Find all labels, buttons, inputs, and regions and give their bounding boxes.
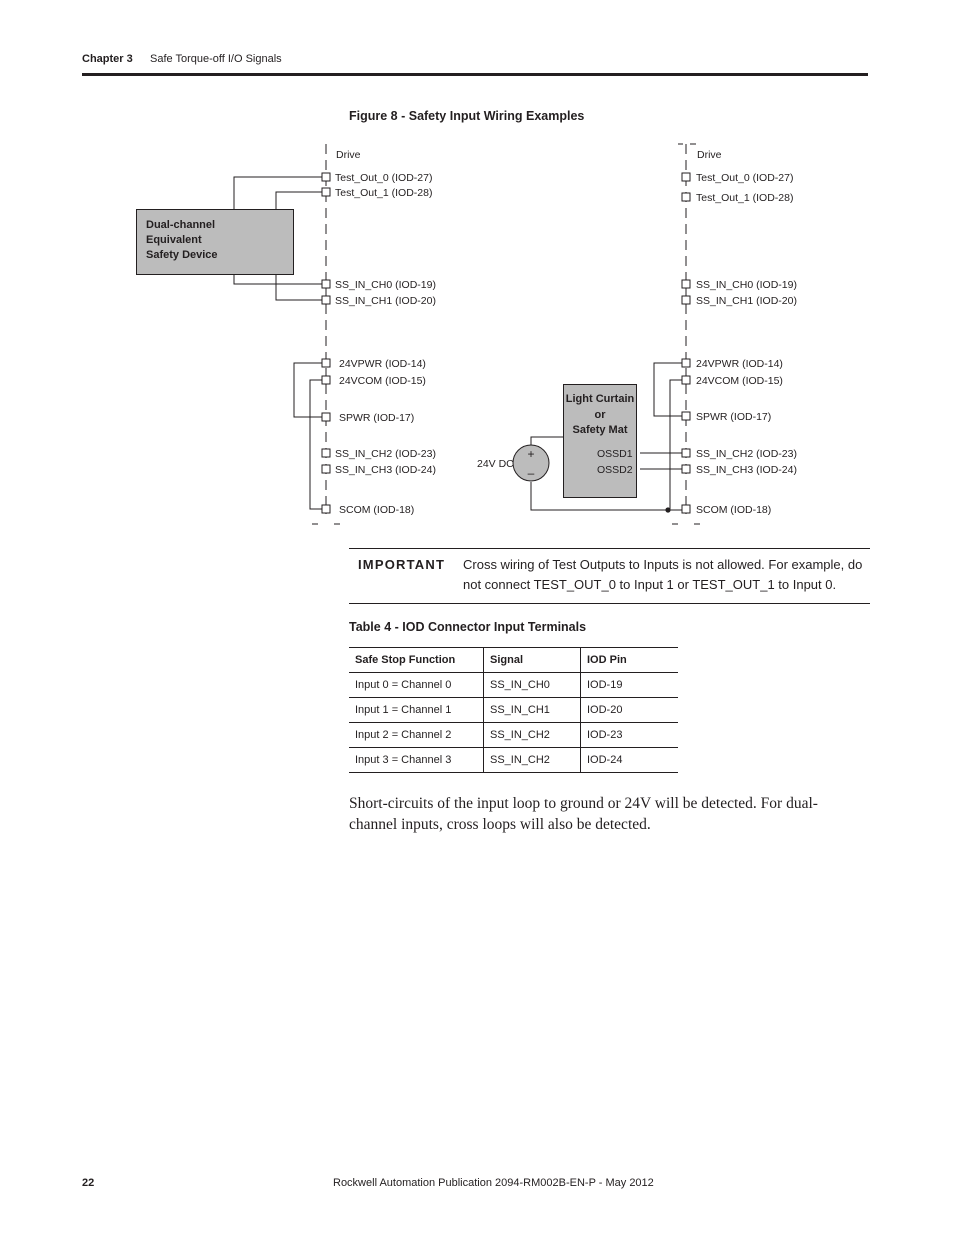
right-terminal-label: SS_IN_CH1 (IOD-20) — [696, 295, 797, 307]
right-terminal-icon — [682, 296, 690, 304]
figure-title: Figure 8 - Safety Input Wiring Examples — [349, 109, 585, 123]
device-label-line: Light Curtain — [565, 393, 635, 405]
left-terminal-icon — [322, 173, 330, 181]
right-wire-24vcom-scom — [670, 380, 682, 509]
important-label: IMPORTANT — [358, 557, 446, 572]
left-terminal-icon — [322, 359, 330, 367]
table-row — [349, 748, 678, 773]
left-terminal-icon — [322, 413, 330, 421]
drive-label: Drive — [336, 149, 361, 161]
table-row — [349, 698, 678, 723]
left-terminal-icon — [322, 296, 330, 304]
table-cell: SS_IN_CH1 — [484, 698, 581, 723]
table-row — [349, 673, 678, 698]
device-label-line: Safety Mat — [572, 424, 628, 436]
right-terminal-icon — [682, 412, 690, 420]
left-terminal-label: 24VCOM (IOD-15) — [339, 375, 426, 387]
right-terminal-icon — [682, 465, 690, 473]
right-terminal-icon — [682, 280, 690, 288]
right-terminal-label: SCOM (IOD-18) — [696, 504, 772, 516]
left-terminal-label: SS_IN_CH2 (IOD-23) — [335, 448, 436, 460]
left-wire-24vcom-scom — [310, 380, 322, 509]
left-terminal-label: SCOM (IOD-18) — [339, 504, 415, 516]
right-terminal-icon — [682, 173, 690, 181]
table-header: IOD Pin — [581, 648, 679, 673]
device-label-line: Safety Device — [146, 249, 218, 261]
table-cell: SS_IN_CH2 — [484, 723, 581, 748]
iod-terminal-table — [349, 647, 678, 773]
page-number: 22 — [82, 1177, 95, 1189]
chapter-title: Safe Torque-off I/O Signals — [150, 53, 282, 65]
table-title: Table 4 - IOD Connector Input Terminals — [349, 620, 587, 634]
body-paragraph: Short-circuits of the input loop to ground or 24V will be detected. For dual-channel inputs, cross loops will also be detected. — [349, 795, 818, 833]
supply-plus: + — [527, 447, 535, 461]
left-terminal-label: SS_IN_CH0 (IOD-19) — [335, 279, 436, 291]
left-terminal-label: SPWR (IOD-17) — [339, 412, 415, 424]
table-cell: SS_IN_CH2 — [484, 748, 581, 773]
right-wire-supply-plus — [531, 437, 563, 445]
table-cell: Input 2 = Channel 2 — [349, 723, 484, 748]
right-terminal-icon — [682, 376, 690, 384]
right-terminal-label: 24VPWR (IOD-14) — [696, 358, 783, 370]
table-cell: IOD-23 — [581, 723, 679, 748]
right-terminal-icon — [682, 193, 690, 201]
left-terminal-icon — [322, 280, 330, 288]
table-header: Safe Stop Function — [349, 648, 484, 673]
right-terminal-label: SS_IN_CH0 (IOD-19) — [696, 279, 797, 291]
table-header-row — [349, 648, 678, 673]
supply-minus: – — [527, 466, 535, 480]
publication-info: Rockwell Automation Publication 2094-RM002B-EN-P - May 2012 — [333, 1177, 654, 1189]
left-terminal-icon — [322, 188, 330, 196]
table-cell: Input 3 = Channel 3 — [349, 748, 484, 773]
right-terminal-label: SS_IN_CH3 (IOD-24) — [696, 464, 797, 476]
table-header: Signal — [484, 648, 581, 673]
ossd-label: OSSD2 — [597, 464, 633, 476]
right-terminal-label: 24VCOM (IOD-15) — [696, 375, 783, 387]
left-terminal-icon — [322, 465, 330, 473]
left-wire-24vpwr-spwr — [294, 363, 322, 417]
right-terminal-label: Test_Out_0 (IOD-27) — [696, 172, 794, 184]
right-wire-24vpwr-spwr — [654, 363, 682, 416]
table-cell: IOD-19 — [581, 673, 679, 698]
right-terminal-icon — [682, 505, 690, 513]
right-terminal-label: SS_IN_CH2 (IOD-23) — [696, 448, 797, 460]
device-label-line: Dual-channel — [146, 219, 216, 231]
left-terminal-label: Test_Out_0 (IOD-27) — [335, 172, 433, 184]
table-row — [349, 723, 678, 748]
drive-label: Drive — [697, 149, 722, 161]
left-terminal-icon — [322, 376, 330, 384]
right-terminal-label: SPWR (IOD-17) — [696, 411, 772, 423]
important-text: Cross wiring of Test Outputs to Inputs is not allowed. For example, do not connect TEST_OUT_0 to Input 1 or TEST_OUT_1 to Input 0. — [463, 557, 863, 592]
left-terminal-icon — [322, 505, 330, 513]
table-cell: IOD-20 — [581, 698, 679, 723]
left-terminal-label: 24VPWR (IOD-14) — [339, 358, 426, 370]
right-terminal-icon — [682, 449, 690, 457]
ossd-label: OSSD1 — [597, 448, 633, 460]
right-terminal-label: Test_Out_1 (IOD-28) — [696, 192, 794, 204]
table-cell: SS_IN_CH0 — [484, 673, 581, 698]
table-cell: Input 0 = Channel 0 — [349, 673, 484, 698]
device-label-line: Equivalent — [146, 234, 202, 246]
supply-label: 24V DC — [477, 458, 514, 470]
table-cell: IOD-24 — [581, 748, 679, 773]
left-terminal-label: SS_IN_CH3 (IOD-24) — [335, 464, 436, 476]
table-cell: Input 1 = Channel 1 — [349, 698, 484, 723]
chapter-label: Chapter 3 — [82, 53, 133, 65]
right-terminal-icon — [682, 359, 690, 367]
left-terminal-icon — [322, 449, 330, 457]
left-terminal-label: Test_Out_1 (IOD-28) — [335, 187, 433, 199]
device-label-line: or — [594, 409, 606, 421]
left-terminal-label: SS_IN_CH1 (IOD-20) — [335, 295, 436, 307]
junction-dot — [665, 507, 670, 512]
